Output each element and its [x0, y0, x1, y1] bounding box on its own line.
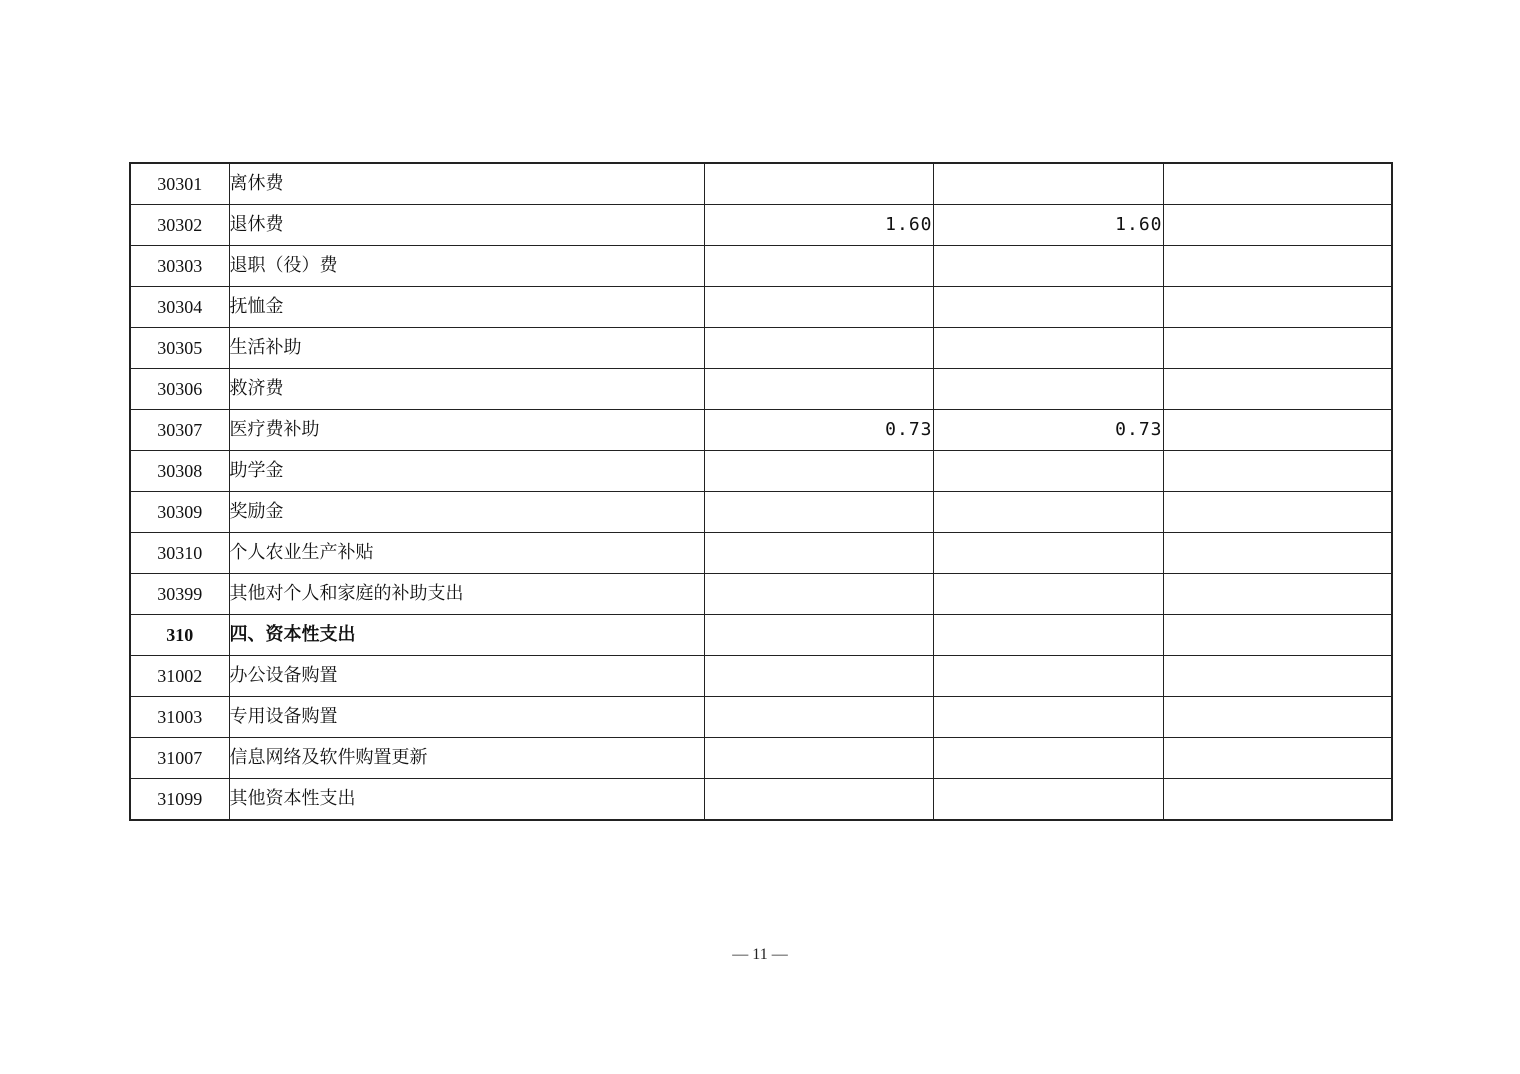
table-row [130, 246, 1392, 287]
table-row [130, 205, 1392, 246]
account-code-cell: 30301 [130, 163, 229, 205]
amount-cell-3 [1163, 738, 1392, 779]
amount-cell-1 [704, 369, 933, 410]
amount-cell-3 [1163, 205, 1392, 246]
amount-cell-3 [1163, 533, 1392, 574]
amount-cell-1 [704, 492, 933, 533]
account-name-cell: 其他对个人和家庭的补助支出 [229, 574, 704, 615]
table-row [130, 451, 1392, 492]
amount-cell-3 [1163, 328, 1392, 369]
table-row [130, 779, 1392, 821]
account-code-cell: 30302 [130, 205, 229, 246]
account-name-cell: 退职（役）费 [229, 246, 704, 287]
account-name-cell: 专用设备购置 [229, 697, 704, 738]
account-name-cell: 退休费 [229, 205, 704, 246]
amount-cell-2 [933, 738, 1163, 779]
amount-cell-1: 0.73 [704, 410, 933, 451]
account-name-cell: 救济费 [229, 369, 704, 410]
amount-cell-3 [1163, 656, 1392, 697]
amount-cell-3 [1163, 779, 1392, 821]
account-name-cell: 生活补助 [229, 328, 704, 369]
account-name-cell: 奖励金 [229, 492, 704, 533]
table-row [130, 492, 1392, 533]
amount-cell-1 [704, 287, 933, 328]
account-code-cell: 31007 [130, 738, 229, 779]
table-row [130, 410, 1392, 451]
account-name-cell: 信息网络及软件购置更新 [229, 738, 704, 779]
amount-cell-1 [704, 574, 933, 615]
account-code-cell: 30307 [130, 410, 229, 451]
table-row [130, 738, 1392, 779]
account-code-cell: 30399 [130, 574, 229, 615]
account-code-cell: 310 [130, 615, 229, 656]
account-name-cell: 抚恤金 [229, 287, 704, 328]
account-name-cell: 个人农业生产补贴 [229, 533, 704, 574]
amount-cell-3 [1163, 492, 1392, 533]
amount-cell-1 [704, 779, 933, 821]
amount-cell-1 [704, 615, 933, 656]
amount-cell-1: 1.60 [704, 205, 933, 246]
amount-cell-1 [704, 328, 933, 369]
account-code-cell: 30310 [130, 533, 229, 574]
amount-cell-2 [933, 533, 1163, 574]
amount-cell-2 [933, 656, 1163, 697]
amount-cell-3 [1163, 410, 1392, 451]
amount-cell-2 [933, 246, 1163, 287]
expenditure-table [129, 162, 1393, 821]
account-code-cell: 31099 [130, 779, 229, 821]
amount-cell-2: 1.60 [933, 205, 1163, 246]
account-name-cell: 离休费 [229, 163, 704, 205]
amount-cell-3 [1163, 697, 1392, 738]
table-section-row [130, 615, 1392, 656]
amount-cell-1 [704, 163, 933, 205]
amount-cell-3 [1163, 451, 1392, 492]
amount-cell-2 [933, 163, 1163, 205]
account-code-cell: 31002 [130, 656, 229, 697]
amount-cell-3 [1163, 574, 1392, 615]
table-row [130, 163, 1392, 205]
amount-cell-3 [1163, 287, 1392, 328]
amount-cell-1 [704, 246, 933, 287]
account-name-cell: 四、资本性支出 [229, 615, 704, 656]
account-name-cell: 助学金 [229, 451, 704, 492]
amount-cell-2 [933, 574, 1163, 615]
account-name-cell: 办公设备购置 [229, 656, 704, 697]
page-number: — 11 — [732, 946, 788, 963]
account-code-cell: 30305 [130, 328, 229, 369]
amount-cell-3 [1163, 163, 1392, 205]
account-code-cell: 30308 [130, 451, 229, 492]
account-code-cell: 30309 [130, 492, 229, 533]
amount-cell-1 [704, 451, 933, 492]
table-row [130, 533, 1392, 574]
amount-cell-2 [933, 615, 1163, 656]
account-code-cell: 30306 [130, 369, 229, 410]
account-name-cell: 医疗费补助 [229, 410, 704, 451]
amount-cell-3 [1163, 246, 1392, 287]
table-row [130, 574, 1392, 615]
amount-cell-2 [933, 328, 1163, 369]
expenditure-table-body [130, 163, 1392, 820]
table-row [130, 328, 1392, 369]
amount-cell-2 [933, 287, 1163, 328]
account-code-cell: 30303 [130, 246, 229, 287]
amount-cell-3 [1163, 615, 1392, 656]
amount-cell-2 [933, 492, 1163, 533]
table-row [130, 656, 1392, 697]
amount-cell-2 [933, 779, 1163, 821]
account-name-cell: 其他资本性支出 [229, 779, 704, 821]
amount-cell-2 [933, 369, 1163, 410]
amount-cell-2 [933, 451, 1163, 492]
amount-cell-2 [933, 697, 1163, 738]
amount-cell-1 [704, 738, 933, 779]
amount-cell-1 [704, 697, 933, 738]
amount-cell-1 [704, 533, 933, 574]
table-row [130, 697, 1392, 738]
account-code-cell: 30304 [130, 287, 229, 328]
amount-cell-2: 0.73 [933, 410, 1163, 451]
account-code-cell: 31003 [130, 697, 229, 738]
amount-cell-3 [1163, 369, 1392, 410]
amount-cell-1 [704, 656, 933, 697]
table-row [130, 287, 1392, 328]
table-row [130, 369, 1392, 410]
